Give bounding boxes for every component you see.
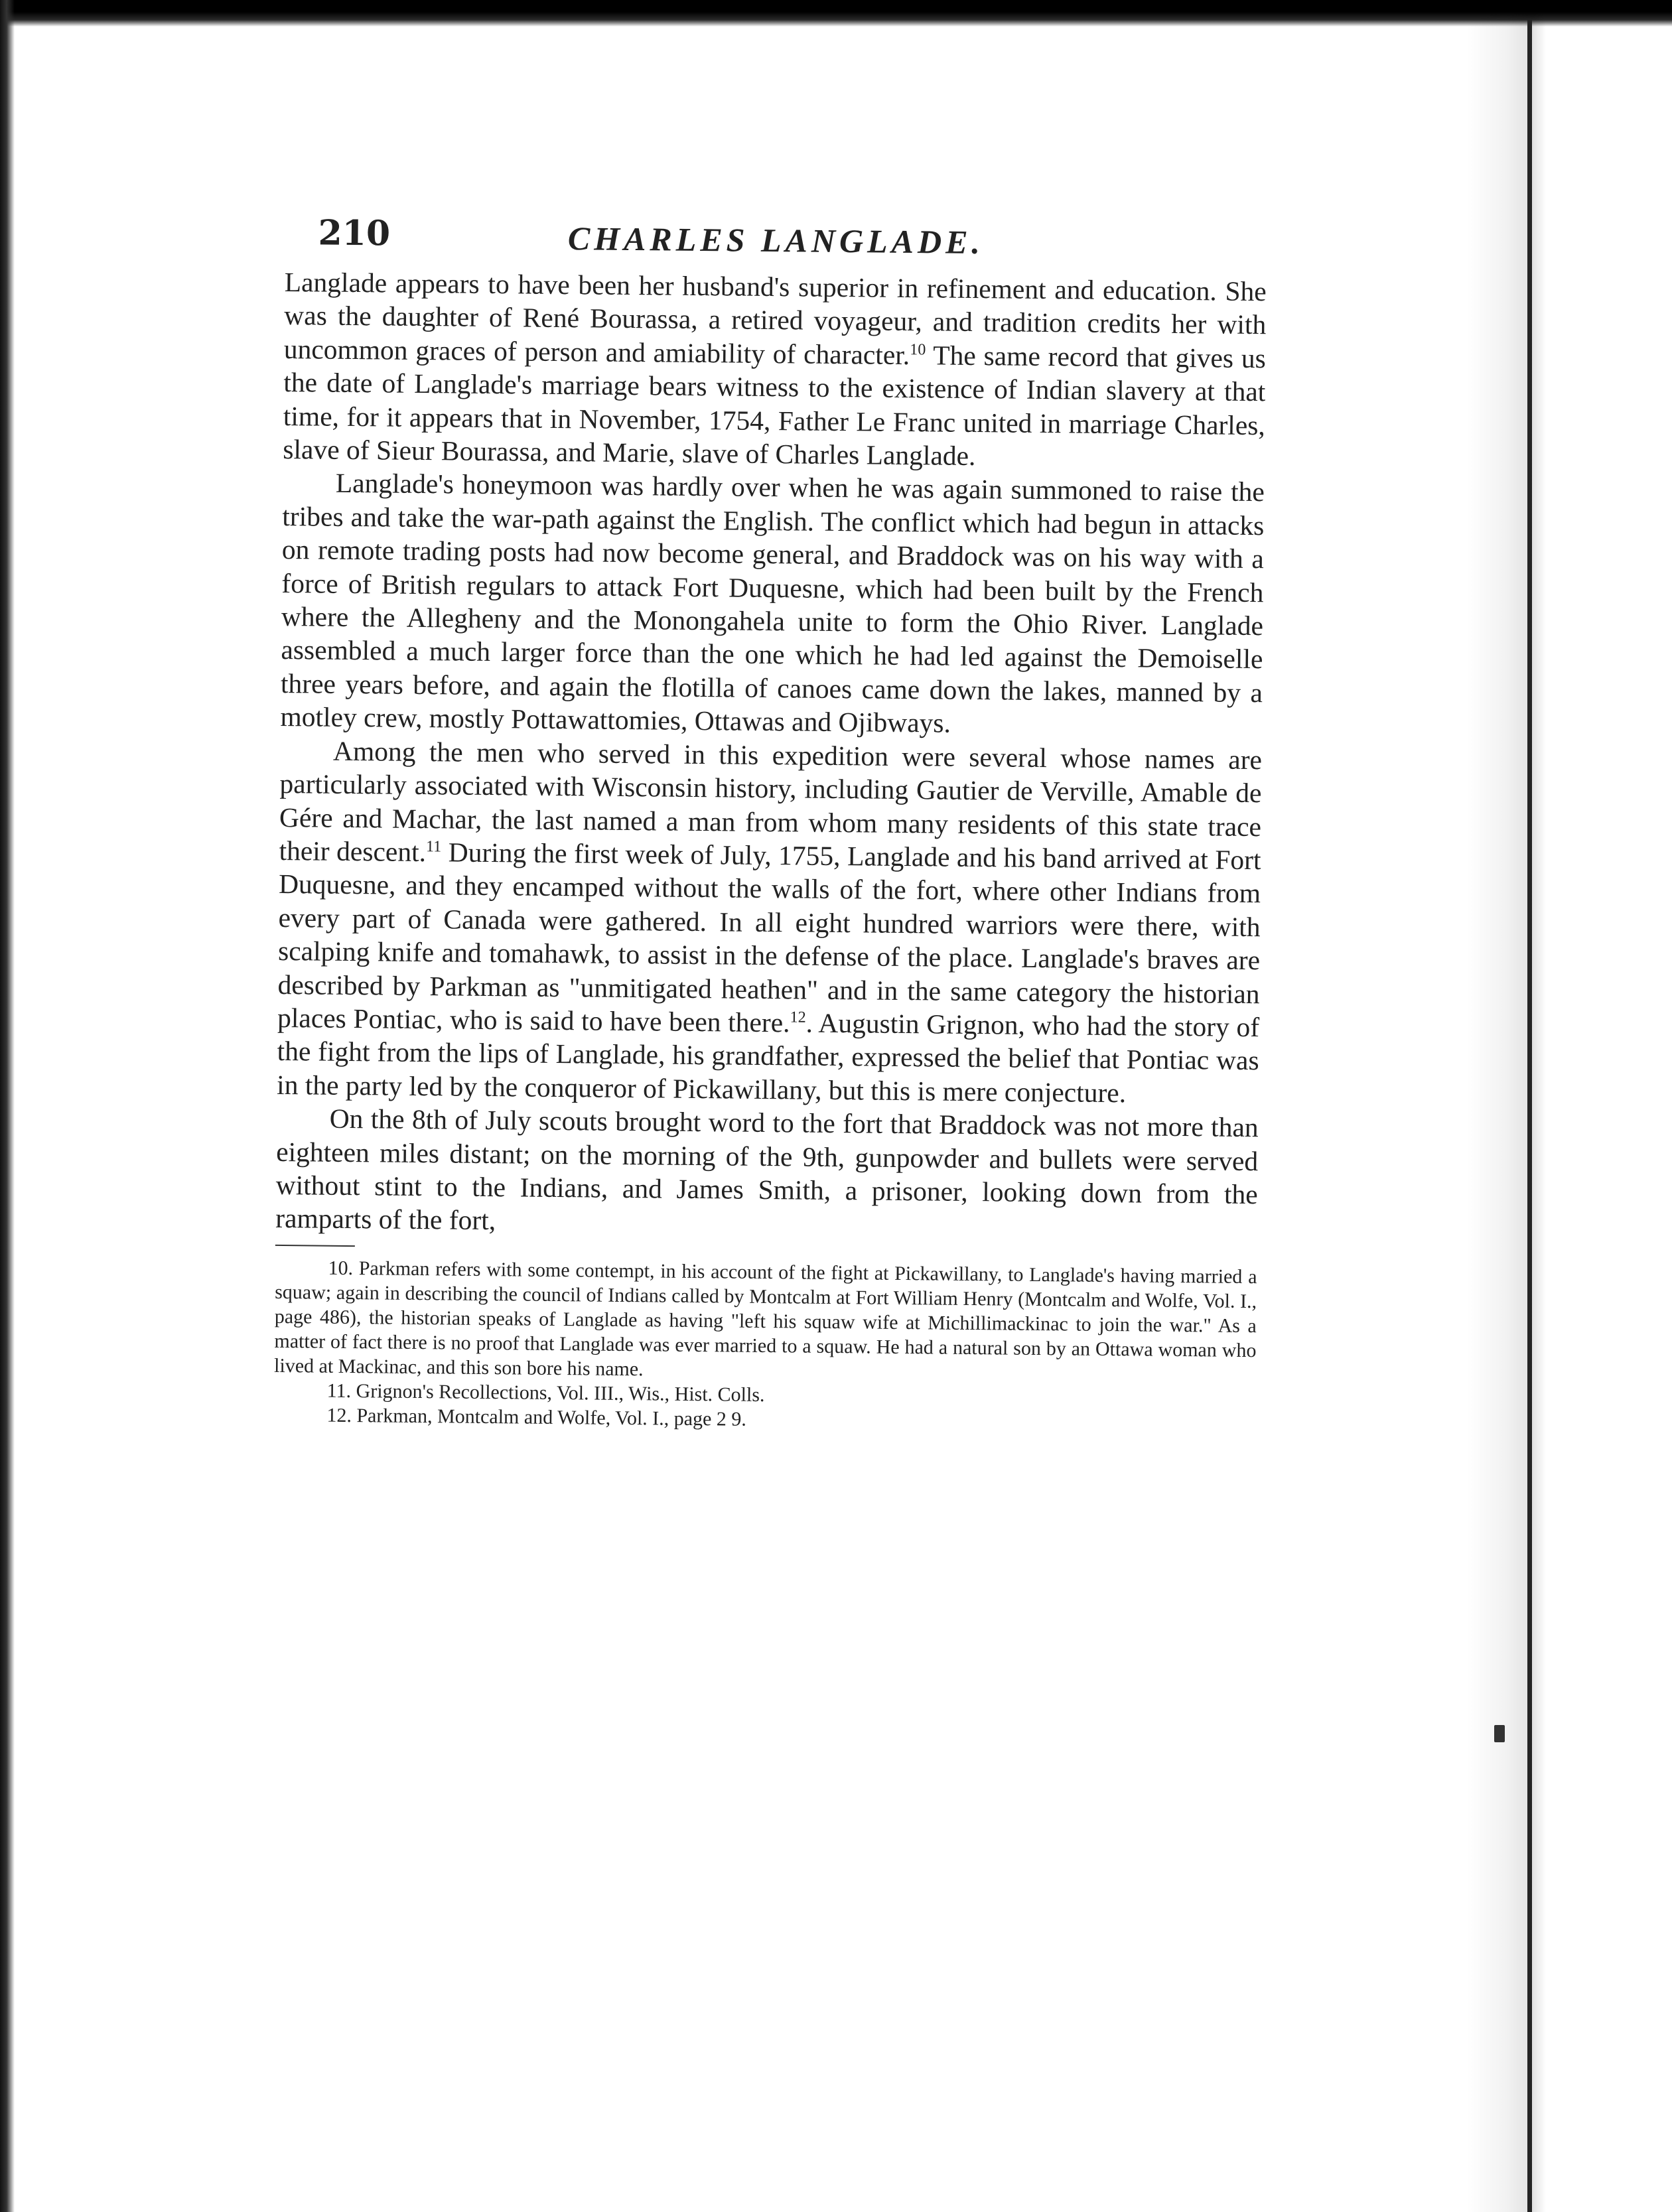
paragraph-2: Langlade's honeymoon was hardly over when he was again summoned to raise the tribes and take the war-path against the English. The conflict which had begun in attacks on remote trading posts had now become general, and Braddock was on his way with a force of British regulars to attack Fort Duquesne, which had been built by the French where the Allegheny and the Monongahela unite to form the Ohio River. Langlade assembled a much larger force than the one which he had led against the Demoiselle three years before, and again the flotilla of canoes came down the lakes, manned by a motley crew, mostly Pottawattomies, Ottawas and Ojibways. [280, 468, 1265, 738]
footnote-12: 12. Parkman, Montcalm and Wolfe, Vol. I., page 2 9. [326, 1404, 747, 1430]
page-fold-shadow [1466, 0, 1546, 2212]
book-page [269, 199, 1267, 1907]
body-text [275, 265, 1267, 1245]
margin-ink-mark [1494, 1725, 1505, 1742]
paragraph-4: On the 8th of July scouts brought word to the fort that Braddock was not more than eighteen miles distant; on the morning of the 9th, gunpowder and bullets were served without stint to the Indians, and James Smith, a prisoner, looking down from the ramparts of the fort, [275, 1103, 1259, 1236]
next-page-edge [1527, 20, 1532, 2212]
footnote-ref-11: 11 [425, 838, 442, 856]
page-title: CHARLES LANGLADE. [567, 220, 985, 261]
paragraph-1: Langlade appears to have been her husband's superior in refinement and education. She was the daughter of René Bourassa, a retired voyageur, and tradition credits her with uncommon graces of person and amiability of character.$^{10}$ The same record that gives us the date of Langlade's marriage bears witness to the existence of Indian slavery at that time, for it appears that in November, 1754, Father Le Franc united in marriage Charles, slave of Sieur Bourassa, and Marie, slave of Charles Langlade. [283, 266, 1267, 472]
footnote-divider [275, 1245, 355, 1247]
running-head [285, 199, 1267, 275]
footnote-11: 11. Grignon's Recollections, Vol. III., Wis., Hist. Colls. [326, 1379, 765, 1406]
scan-edge-top [0, 0, 1672, 27]
page-number: 210 [318, 212, 391, 254]
footnote-ref-10: 10 [910, 341, 926, 359]
footnote-ref-12: 12 [790, 1008, 806, 1026]
footnote-10: 10. Parkman refers with some contempt, in his account of the fight at Pickawillany, to Langlade's having married a squaw; again in describing the council of Indians called by Montcalm at Fort William Henry (Montcalm and Wolfe, Vol. I., page 486), the historian speaks of Langlade as having "left his squaw wife at Michillimackinac to join the war." As a matter of fact there is no proof that Langlade was ever married to a squaw. He had a natural son by an Ottawa woman who lived at Mackinac, and this son bore his name. [273, 1257, 1257, 1381]
footnotes [273, 1255, 1257, 1436]
scan-edge-left [0, 0, 15, 2212]
paragraph-3: Among the men who served in this expedition were several whose names are particularly associated with Wisconsin history, including Gautier de Verville, Amable de Gére and Machar, the last named a man from whom many residents of this state trace their descent.$^{11}$ During the first week of July, 1755, Langlade and his band arrived at Fort Duquesne, and they encamped without the walls of the fort, where other Indians from every part of Canada were gathered. In all eight hundred warriors were there, with scalping knife and tomahawk, to assist in the defense of the place. Langlade's braves are described by Parkman as "unmitigated heathen" and in the same category the historian places Pontiac, who is said to have been there.$^{12}$. Augustin Grignon, who had the story of the fight from the lips of Langlade, his grandfather, expressed the belief that Pontiac was in the party led by the conqueror of Pickawillany, but this is mere conjecture. [276, 735, 1263, 1108]
